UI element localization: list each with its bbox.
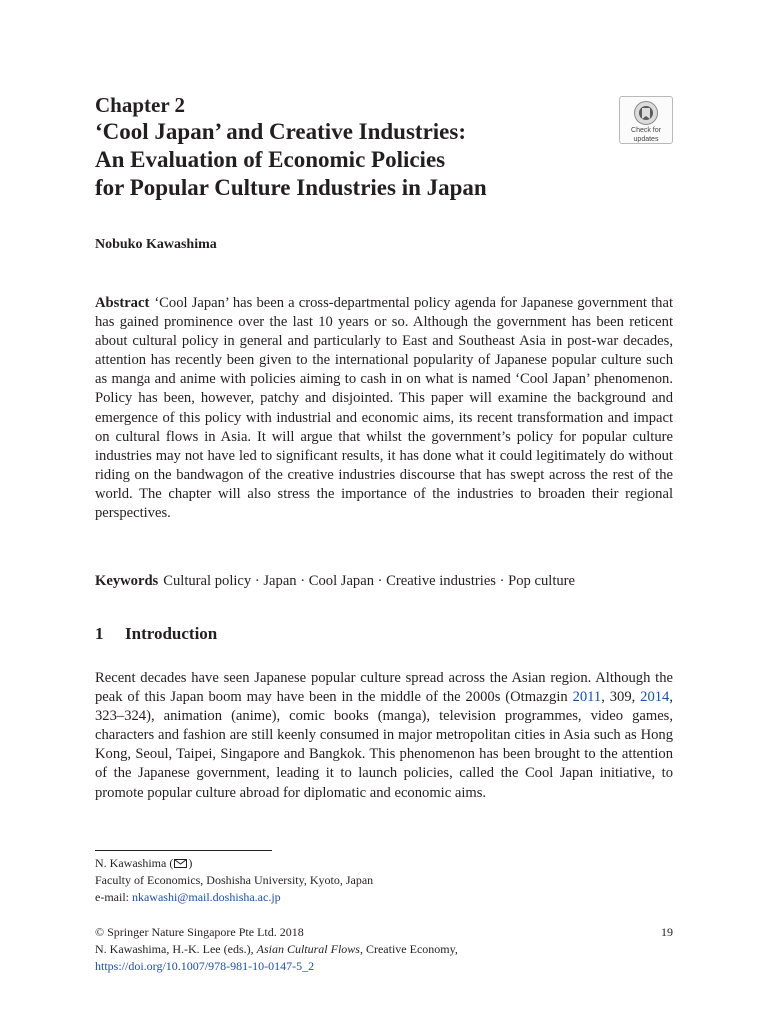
footnote-email-line	[95, 889, 673, 906]
chapter-title-line-3: for Popular Culture Industries in Japan	[95, 175, 487, 200]
book-citation-suffix: , Creative Economy,	[359, 942, 458, 956]
badge-text-line-1: Check for	[631, 127, 661, 134]
author-footnote	[95, 855, 673, 906]
chapter-title	[95, 118, 615, 202]
badge-text-line-2: updates	[633, 135, 659, 143]
footnote-author-line	[95, 855, 673, 872]
intro-paragraph	[95, 669, 673, 803]
chapter-label: Chapter 2	[95, 93, 186, 117]
intro-text-2: , 309,	[601, 689, 641, 706]
section-title: Introduction	[125, 624, 218, 643]
doi-line	[95, 958, 673, 975]
doi-link[interactable]: https://doi.org/10.1007/978-981-10-0147-5_2	[95, 959, 315, 973]
chapter-title-line-2: An Evaluation of Economic Policies	[95, 147, 446, 172]
footnote-author-prefix: N. Kawashima (	[95, 856, 174, 870]
abstract-text: ‘Cool Japan’ has been a cross-departmental policy agenda for Japanese government that has gained prominence over the last 10 years or so. Although the government has been reticent about cultural policy in general and particularly to East and Southeast Asia in post-war decades, attention has recently been given to the international popularity of Japanese popular culture such as manga and anime with policies aiming to cash in on what is named ‘Cool Japan’ phenomenon. Policy has been, however, patchy and disjointed. This paper will examine the background and emergence of this policy with industrial and economic aims, its recent transformation and impact on cultural flows in Asia. It will argue that whilst the government’s policy for popular culture industries may not have led to significant results, it has done what it could legitimately do without riding on the bandwagon of the creative industries discourse that has swept across the rest of the world. The chapter will also stress the importance of the industries to broaden their regional perspectives.	[95, 295, 673, 522]
citation-link-2014[interactable]: 2014	[640, 689, 670, 706]
chapter-title-line-1: ‘Cool Japan’ and Creative Industries:	[95, 119, 466, 144]
footnote-author-suffix: )	[188, 856, 193, 870]
email-label: e-mail:	[95, 890, 132, 904]
citation-link-2011[interactable]: 2011	[572, 689, 602, 706]
abstract	[95, 294, 673, 523]
email-link[interactable]: nkawashi@mail.doshisha.ac.jp	[131, 890, 281, 904]
check-for-updates-icon	[633, 100, 659, 126]
footnote-affiliation: Faculty of Economics, Doshisha University, Kyoto, Japan	[95, 873, 374, 887]
envelope-icon	[174, 859, 187, 868]
abstract-label: Abstract	[95, 295, 150, 311]
keywords	[95, 572, 673, 591]
copyright-line: © Springer Nature Singapore Pte Ltd. 2018	[95, 925, 304, 939]
intro-text-3: , 323–324), animation (anime), comic books (manga), television programmes, video games, characters and fashion are still keenly consumed in major metropolitan cities in Asia such as Hong Kong, Seoul, Taipei, Singapore and Bangkok. This phenomenon has been brought to the attention of the Japanese government, leading it to launch policies, called the Cool Japan initiative, to promote popular culture abroad for diplomatic and economic aims.	[95, 689, 673, 801]
check-for-updates-badge[interactable]	[619, 96, 673, 144]
intro-text-1: Recent decades have seen Japanese popular culture spread across the Asian region. Although the peak of this Japan boom may have been in the middle of the 2000s (Otmazgin	[95, 670, 673, 706]
author-name: Nobuko Kawashima	[95, 237, 217, 252]
keywords-text: Cultural policy · Japan · Cool Japan · Creative industries · Pop culture	[163, 573, 576, 589]
page-number: 19	[661, 925, 673, 939]
footnote-divider	[95, 850, 272, 851]
book-citation-prefix: N. Kawashima, H.-K. Lee (eds.),	[95, 942, 257, 956]
section-heading	[95, 624, 217, 644]
copyright-block	[95, 924, 673, 975]
book-title: Asian Cultural Flows	[256, 942, 360, 956]
keywords-label: Keywords	[95, 573, 159, 589]
book-citation-line	[95, 941, 673, 958]
section-number: 1	[95, 624, 104, 643]
